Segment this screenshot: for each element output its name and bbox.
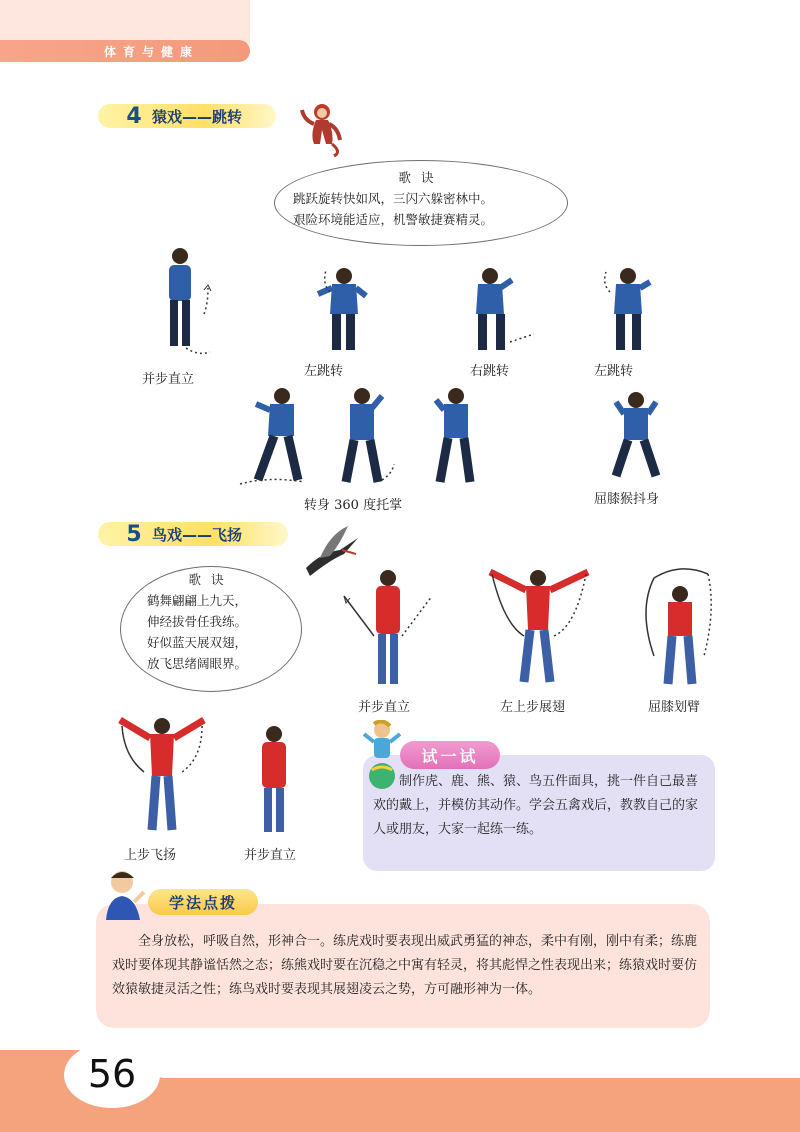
monkey-icon [298,100,344,158]
figure-turn-360-palm [332,384,402,492]
figure-squat-arm-circle [634,560,724,690]
caption: 屈膝猴抖身 [594,492,660,507]
section-5-rhyme-line: 鹤舞翩翩上九天， [147,593,248,608]
caption: 左跳转 [594,364,634,379]
section-4-number: 4 [126,103,142,129]
figure-step-fly [112,712,212,836]
figure-right-jump-turn [460,262,540,356]
try-it-label: 试一试 [400,741,500,769]
section-5-rhyme-line: 放飞思绪阔眼界。 [147,656,248,671]
section-5-title: 鸟戏——飞扬 [152,525,243,544]
section-5-rhyme-oval [120,566,302,692]
figure-turn-360-palm [236,384,318,492]
caption: 并步直立 [142,372,195,387]
figure-turn-360-palm [428,384,488,490]
section-4-heading [98,104,276,128]
section-4-title: 猿戏——跳转 [152,107,243,126]
figure-left-jump-turn [594,262,664,356]
figure-stand [152,244,222,360]
header-title: 体育与健康 [104,45,200,59]
caption: 转身 360 度托掌 [304,498,403,513]
figure-squat-monkey-shake [606,388,666,484]
caption: 左跳转 [304,364,344,379]
caption: 屈膝划臂 [648,700,701,715]
section-4-rhyme-oval [274,160,568,246]
teacher-icon [100,866,146,920]
figure-stand-red [336,566,440,690]
tips-label: 学法点拨 [148,889,258,915]
footer-curve [140,1050,800,1078]
figure-left-jump-turn [308,262,378,354]
page-number: 56 [87,1052,137,1096]
caption: 右跳转 [470,364,510,379]
caption: 上步飞扬 [124,848,177,863]
caption: 左上步展翅 [500,700,566,715]
section-5-rhyme-line: 好似蓝天展双翅， [147,635,248,650]
section-4-rhyme-line: 跳跃旋转快如风，三闪六躲密林中。 [293,191,494,206]
section-5-number: 5 [126,521,142,547]
section-4-rhyme-title: 歌诀 [398,170,444,185]
section-5-rhyme-title: 歌诀 [188,572,234,587]
caption: 并步直立 [244,848,297,863]
section-5-heading [98,522,288,546]
try-it-text: 制作虎、鹿、熊、猿、鸟五件面具，挑一件自己最喜欢的戴上，并模仿其动作。学会五禽戏后，教教自己的家人或朋友，大家一起练一练。 [373,774,699,837]
section-4-rhyme-line: 艰险环境能适应，机警敏捷赛精灵。 [293,212,494,227]
figure-left-step-spread-wings [484,564,594,688]
tips-text: 全身放松，呼吸自然，形神合一。练虎戏时要表现出威武勇猛的神态，柔中有刚，刚中有柔；练鹿戏时要体现其静谧恬然之态；练熊戏时要在沉稳之中寓有轻灵，将其彪悍之性表现出来；练猿戏时要仿效猿敏捷灵活之性；练鸟戏时要表现其展翅凌云之势，方可融形神为一体。 [112,934,698,997]
header-band [0,0,250,44]
caption: 并步直立 [358,700,411,715]
section-5-rhyme-line: 伸经拔骨任我练。 [147,614,248,629]
figure-stand-red [246,724,302,836]
